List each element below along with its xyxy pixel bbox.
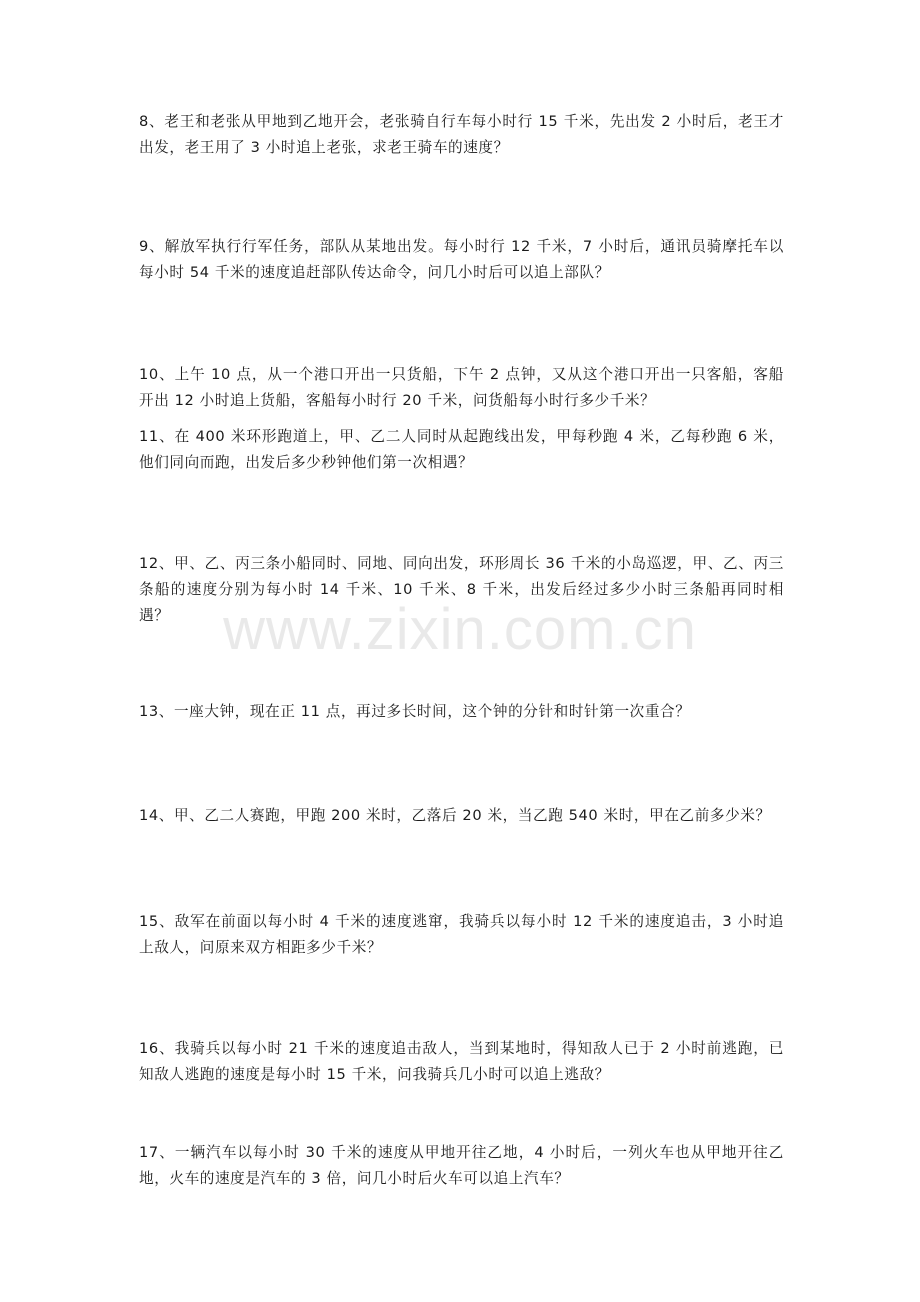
- problem-17: 17、一辆汽车以每小时 30 千米的速度从甲地开往乙地，4 小时后，一列火车也从甲地开往乙地，火车的速度是汽车的 3 倍，问几小时后火车可以追上汽车？: [139, 1144, 784, 1187]
- problem-10: 10、上午 10 点，从一个港口开出一只货船，下午 2 点钟，又从这个港口开出一只客船，客船开出 12 小时追上货船，客船每小时行 20 千米，问货船每小时行多少千米？: [139, 366, 784, 409]
- problem-16: 16、我骑兵以每小时 21 千米的速度追击敌人，当到某地时，得知敌人已于 2 小时前逃跑，已知敌人逃跑的速度是每小时 15 千米，问我骑兵几小时可以追上逃敌？: [139, 1040, 784, 1083]
- watermark: www.zixin.com.cn: [223, 597, 697, 662]
- problem-8: 8、老王和老张从甲地到乙地开会，老张骑自行车每小时行 15 千米，先出发 2 小时后，老王才出发，老王用了 3 小时追上老张，求老王骑车的速度？: [139, 113, 784, 156]
- problem-14: 14、甲、乙二人赛跑，甲跑 200 米时，乙落后 20 米，当乙跑 540 米时，甲在乙前多少米？: [139, 807, 771, 824]
- problem-13: 13、一座大钟，现在正 11 点，再过多长时间，这个钟的分针和时针第一次重合？: [139, 703, 691, 720]
- problem-11: 11、在 400 米环形跑道上，甲、乙二人同时从起跑线出发，甲每秒跑 4 米，乙每秒跑 6 米，他们同向而跑，出发后多少秒钟他们第一次相遇？: [139, 428, 784, 471]
- problem-12: 12、甲、乙、丙三条小船同时、同地、同向出发，环形周长 36 千米的小岛巡逻，甲、乙、丙三条船的速度分别为每小时 14 千米、10 千米、8 千米，出发后经过多少小时三条船再同时相遇？: [139, 555, 784, 624]
- problem-9: 9、解放军执行行军任务，部队从某地出发。每小时行 12 千米，7 小时后，通讯员骑摩托车以每小时 54 千米的速度追赶部队传达命令，问几小时后可以追上部队？: [139, 238, 784, 281]
- problem-15: 15、敌军在前面以每小时 4 千米的速度逃窜，我骑兵以每小时 12 千米的速度追击，3 小时追上敌人，问原来双方相距多少千米？: [139, 913, 784, 956]
